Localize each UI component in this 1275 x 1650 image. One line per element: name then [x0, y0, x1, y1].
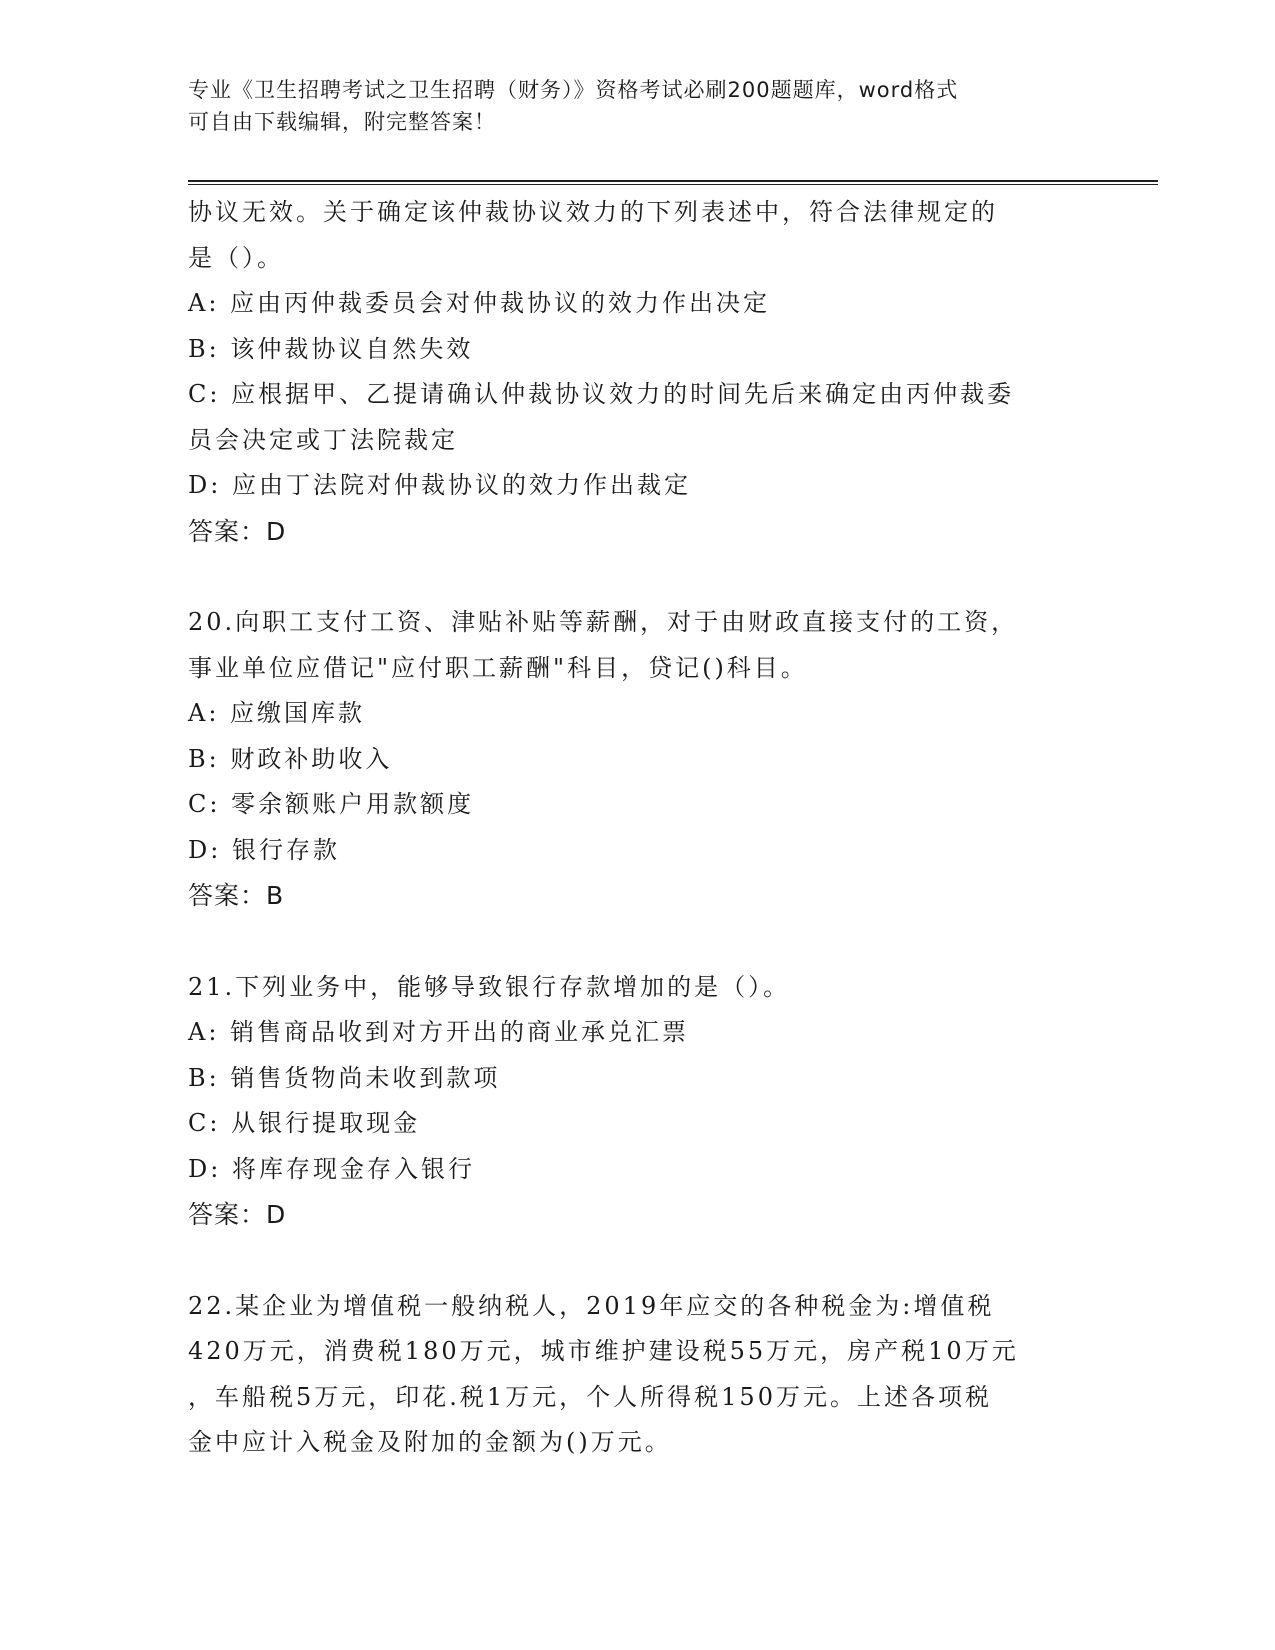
answer: 答案：D	[188, 1200, 287, 1229]
question-text: 是（）。	[188, 243, 284, 272]
option-c: C: 应根据甲、乙提请确认仲裁协议效力的时间先后来确定由丙仲裁委	[188, 380, 1015, 408]
answer: 答案：B	[188, 881, 285, 910]
spacer	[188, 554, 1088, 600]
option-c: C: 零余额账户用款额度	[188, 790, 475, 818]
option-a: A: 销售商品收到对方开出的商业承兑汇票	[188, 1018, 690, 1046]
question-text: 金中应计入税金及附加的金额为()万元。	[188, 1428, 672, 1456]
option-a: A: 应缴国库款	[188, 699, 366, 727]
option-d: D: 将库存现金存入银行	[188, 1154, 475, 1183]
question-text: 21.下列业务中，能够导致银行存款增加的是（）。	[188, 972, 791, 1001]
option-b: B: 财政补助收入	[188, 744, 393, 773]
header-divider-thin	[188, 184, 1158, 185]
question-content	[188, 190, 1088, 1466]
spacer	[188, 919, 1088, 965]
option-d: D: 银行存款	[188, 835, 340, 864]
question-20	[188, 600, 1088, 919]
question-text: 20.向职工支付工资、津贴补贴等薪酬，对于由财政直接支付的工资，	[188, 608, 1019, 636]
question-text: 22.某企业为增值税一般纳税人，2019年应交的各种税金为:增值税	[188, 1291, 995, 1320]
question-22	[188, 1284, 1088, 1466]
header-line-1: 专业《卫生招聘考试之卫生招聘（财务）》资格考试必刷200题题库，word格式	[188, 78, 959, 102]
option-a: A: 应由丙仲裁委员会对仲裁协议的效力作出决定	[188, 289, 771, 317]
answer: 答案：D	[188, 516, 287, 546]
option-c-continued: 员会决定或丁法院裁定	[188, 425, 458, 454]
header-line-2: 可自由下载编辑，附完整答案！	[188, 110, 496, 134]
question-text: 420万元，消费税180万元，城市维护建设税55万元，房产税10万元	[188, 1337, 1019, 1365]
option-c: C: 从银行提取现金	[188, 1109, 421, 1137]
question-text: 事业单位应借记"应付职工薪酬"科目，贷记()科目。	[188, 653, 808, 682]
spacer	[188, 1238, 1088, 1284]
header-divider-thick	[188, 180, 1158, 182]
question-text: ，车船税5万元，印花.税1万元，个人所得税150万元。上述各项税	[188, 1382, 992, 1411]
page-header	[188, 74, 1068, 138]
question-text: 协议无效。关于确定该仲裁协议效力的下列表述中，符合法律规定的	[188, 198, 998, 226]
question-21	[188, 965, 1088, 1238]
question-19	[188, 190, 1088, 554]
option-b: B: 该仲裁协议自然失效	[188, 334, 474, 363]
option-d: D: 应由丁法院对仲裁协议的效力作出裁定	[188, 471, 691, 499]
option-b: B: 销售货物尚未收到款项	[188, 1063, 501, 1092]
